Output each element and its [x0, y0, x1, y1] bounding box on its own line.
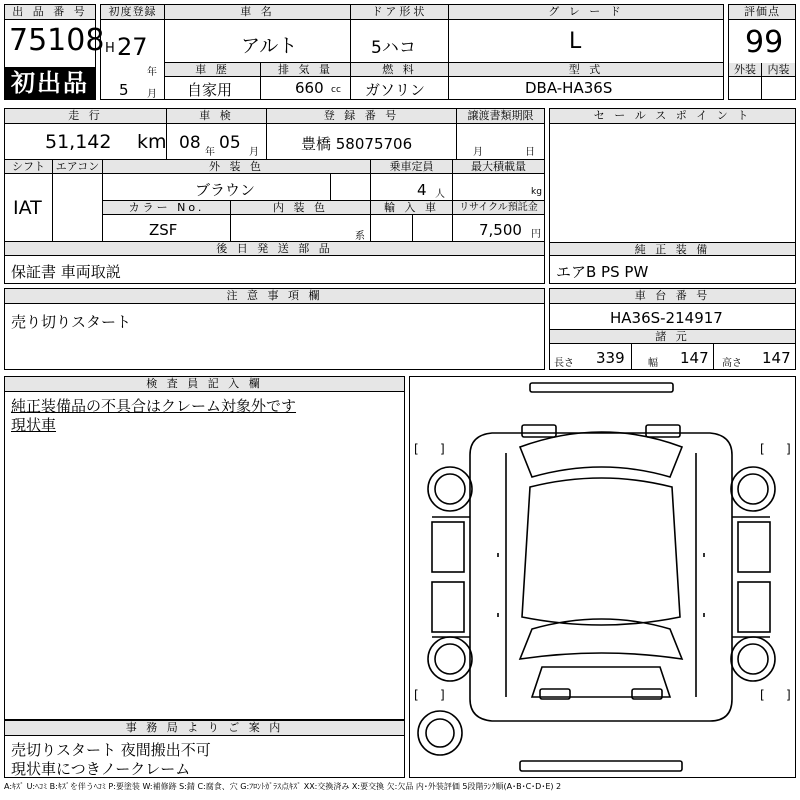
displacement-label: 排 気 量 [261, 63, 351, 77]
inspector-note-1: 純正装備品の不具合はクレーム対象外です [11, 397, 297, 415]
car-diagram [410, 377, 795, 777]
fuel: ガソリン [365, 81, 426, 99]
car-diagram-box [409, 376, 796, 778]
bracket-front-right-open: [ [760, 442, 765, 456]
inspection-year-unit: 年 [205, 147, 215, 158]
vehicle-info-box [100, 4, 724, 100]
caution-label: 注 意 事 項 欄 [5, 289, 544, 304]
capacity-unit: 人 [435, 189, 445, 200]
width-label: 幅 [648, 358, 658, 369]
history-label: 車 歴 [165, 63, 261, 77]
details-box [4, 108, 545, 284]
chassis-label: 車 台 番 号 [550, 289, 795, 304]
inspection-label: 車 検 [167, 109, 267, 124]
legend: A:ｷｽﾞ U:ﾍｺﾐ B:ｷｽﾞを伴うﾍｺﾐ P:要塗装 W:補修跡 S:錆 C:腐食、穴 G:ﾌﾛﾝﾄｶﾞﾗｽ点ｷｽﾞ XX:交換済み X:要交換 欠:欠品 内･外装評価 5段階ﾗﾝｸ順(A･B･C･D･E) 2 [4, 782, 562, 791]
chassis-number: HA36S-214917 [610, 309, 723, 327]
width: 147 [680, 349, 709, 367]
office-note-2: 現状車につきノークレーム [11, 760, 191, 778]
sales-point-box [549, 108, 796, 284]
year-unit: 年 [147, 67, 157, 78]
recycle-label: リサイクル預託金 [453, 201, 544, 215]
model-label: 型 式 [449, 63, 723, 77]
aircon-label: エアコン [53, 160, 103, 174]
model-code: DBA-HA36S [525, 79, 613, 97]
score-label: 評価点 [729, 5, 795, 20]
int-color-label: 内 装 色 [231, 201, 371, 215]
int-color-suffix: 系 [355, 231, 365, 242]
door-type: 5ハコ [371, 38, 416, 58]
grade-label: グ レ ー ド [449, 5, 723, 20]
office-box [4, 720, 405, 778]
mileage-label: 走 行 [5, 109, 167, 124]
inspector-box [4, 376, 405, 720]
office-note-1: 売切りスタート 夜間搬出不可 [11, 741, 211, 759]
interior-label: 内装 [762, 63, 795, 77]
bracket-rear-right-open: [ [760, 688, 765, 702]
grade: L [569, 29, 582, 54]
exterior-label: 外装 [729, 63, 762, 77]
first-reg-year: 27 [117, 33, 148, 61]
height: 147 [762, 349, 791, 367]
inspector-label: 検 査 員 記 入 欄 [5, 377, 404, 392]
reg-no-label: 登 録 番 号 [267, 109, 457, 124]
bracket-rear-right-close: ] [786, 688, 791, 702]
lot-number-box [4, 4, 105, 100]
bracket-front-left-close: ] [440, 442, 445, 456]
genuine-equipment: エアB PS PW [556, 263, 649, 281]
bracket-front-right-close: ] [786, 442, 791, 456]
office-label: 事 務 局 よ り ご 案 内 [5, 721, 404, 736]
bracket-front-left-open: [ [414, 442, 419, 456]
sales-point-label: セ ー ル ス ポ イ ン ト [550, 109, 795, 124]
score-box [728, 4, 796, 100]
first-reg-month: 5 [119, 81, 129, 99]
later-parts-label: 後 日 発 送 部 品 [5, 242, 544, 256]
first-listing-badge: 初出品 [5, 67, 95, 99]
chassis-box [549, 288, 796, 370]
era: H [105, 41, 115, 56]
bracket-rear-left-open: [ [414, 688, 419, 702]
max-load-unit: kg [531, 187, 542, 197]
spec-label: 諸 元 [550, 330, 795, 344]
inspection-month: 05 [219, 133, 241, 153]
displacement: 660 [295, 79, 324, 97]
inspection-year: 08 [179, 133, 201, 153]
fuel-label: 燃 料 [351, 63, 449, 77]
length: 339 [596, 349, 625, 367]
recycle-fee: 7,500 [479, 221, 522, 239]
lot-number: 75108 [9, 23, 105, 58]
caution-text: 売り切りスタート [11, 313, 132, 331]
month-unit: 月 [147, 89, 157, 100]
color-number: ZSF [149, 221, 178, 239]
mileage-unit: km [137, 131, 167, 153]
color-no-label: カラー No. [103, 201, 231, 215]
door-label: ドア形状 [351, 5, 449, 20]
capacity: 4 [417, 181, 427, 199]
shift-type: IAT [13, 197, 42, 219]
shift-label: シフト [5, 160, 53, 174]
recycle-unit: 円 [531, 229, 541, 240]
import-label: 輸 入 車 [371, 201, 453, 215]
exterior-color: ブラウン [195, 181, 256, 199]
lot-number-label: 出 品 番 号 [5, 5, 95, 20]
transfer-month: 月 [473, 147, 483, 158]
later-parts: 保証書 車両取説 [11, 263, 121, 281]
length-label: 長さ [554, 358, 574, 369]
first-reg-label: 初度登録 [101, 5, 165, 20]
height-label: 高さ [722, 358, 742, 369]
transfer-label: 譲渡書類期限 [457, 109, 544, 124]
displacement-unit: cc [331, 85, 341, 95]
max-load-label: 最大積載量 [453, 160, 544, 174]
genuine-equip-label: 純 正 装 備 [550, 242, 795, 256]
mileage: 51,142 [45, 131, 112, 153]
caution-box [4, 288, 545, 370]
ext-color-label: 外 装 色 [103, 160, 371, 174]
car-name-label: 車 名 [165, 5, 351, 20]
registration-number: 豊橋 58075706 [301, 135, 413, 153]
capacity-label: 乗車定員 [371, 160, 453, 174]
vehicle-history: 自家用 [187, 81, 233, 99]
inspector-note-2: 現状車 [11, 416, 57, 434]
inspection-month-unit: 月 [249, 147, 259, 158]
car-name: アルト [241, 35, 298, 57]
score: 99 [745, 25, 784, 60]
transfer-day: 日 [525, 147, 535, 158]
bracket-rear-left-close: ] [440, 688, 445, 702]
